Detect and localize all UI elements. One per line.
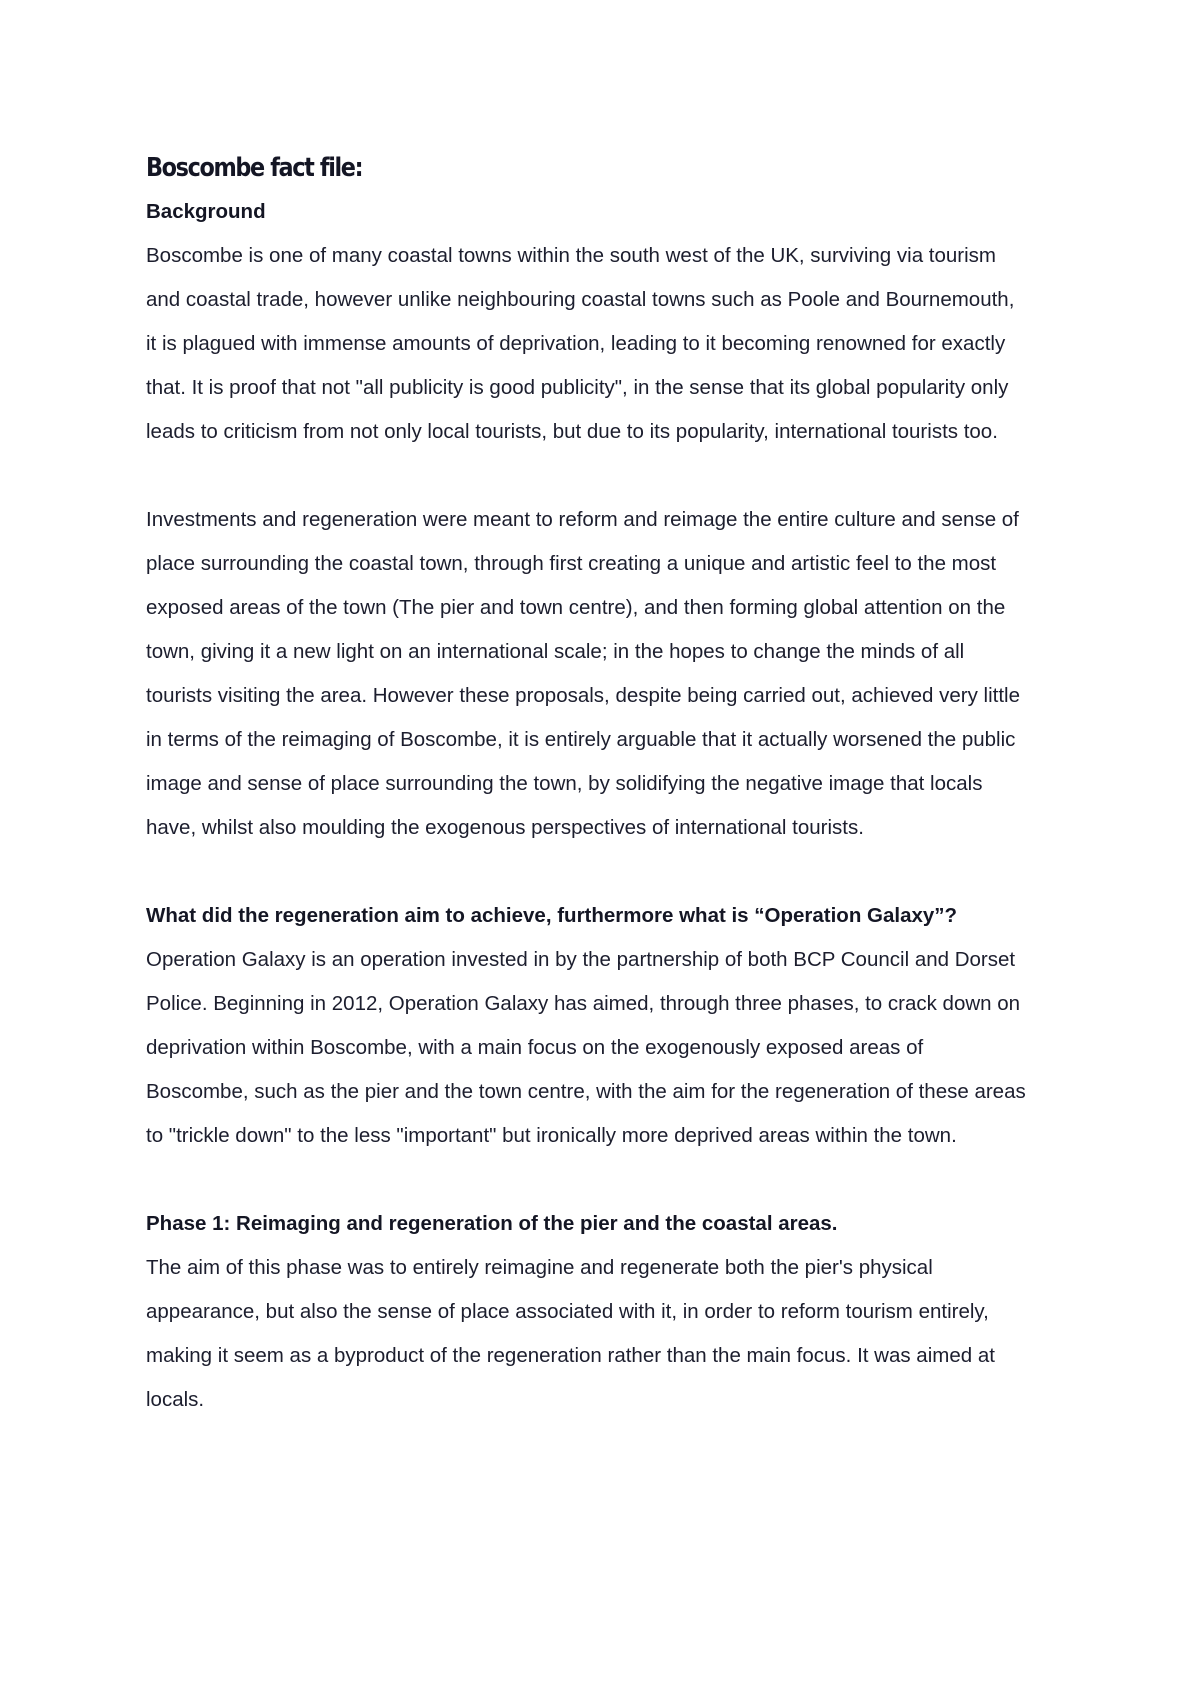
- phase1-paragraph: The aim of this phase was to entirely reimagine and regenerate both the pier's physical appearance, but also the sense of place associated with it, in order to reform tourism entirely, making it seem as a byproduct of the regeneration rather than the main focus. It was aimed at locals.: [146, 1256, 995, 1411]
- phase1-section: [146, 1202, 1076, 1422]
- regeneration-heading: What did the regeneration aim to achieve, furthermore what is “Operation Galaxy”?: [146, 904, 958, 927]
- section-spacer: [146, 1158, 1076, 1202]
- phase1-heading: Phase 1: Reimaging and regeneration of the pier and the coastal areas.: [146, 1212, 838, 1235]
- background-paragraph-2: Investments and regeneration were meant to reform and reimage the entire culture and sense of place surrounding the coastal town, through first creating a unique and artistic feel to the most exposed areas of the town (The pier and town centre), and then forming global attention on the town, giving it a new light on an international scale; in the hopes to change the minds of all tourists visiting the area. However these proposals, despite being carried out, achieved very little in terms of the reimaging of Boscombe, it is entirely arguable that it actually worsened the public image and sense of place surrounding the town, by solidifying the negative image that locals have, whilst also moulding the exogenous perspectives of international tourists.: [146, 508, 1020, 839]
- background-section: [146, 190, 1076, 850]
- section-spacer: [146, 850, 1076, 894]
- document-title: Boscombe fact file:: [146, 153, 363, 183]
- regeneration-section: [146, 894, 1076, 1158]
- background-heading: Background: [146, 200, 266, 223]
- regeneration-paragraph: Operation Galaxy is an operation invested in by the partnership of both BCP Council and Dorset Police. Beginning in 2012, Operation Galaxy has aimed, through three phases, to crack down on deprivation within Boscombe, with a main focus on the exogenously exposed areas of Boscombe, such as the pier and the town centre, with the aim for the regeneration of these areas to "trickle down" to the less "important" but ironically more deprived areas within the town.: [146, 948, 1026, 1147]
- background-paragraph-1: Boscombe is one of many coastal towns within the south west of the UK, surviving via tourism and coastal trade, however unlike neighbouring coastal towns such as Poole and Bournemouth, it is plagued with immense amounts of deprivation, leading to it becoming renowned for exactly that. It is proof that not "all publicity is good publicity", in the sense that its global popularity only leads to criticism from not only local tourists, but due to its popularity, international tourists too.: [146, 244, 1015, 443]
- paragraph-spacer: [146, 454, 1076, 498]
- document-body: [146, 146, 1076, 1422]
